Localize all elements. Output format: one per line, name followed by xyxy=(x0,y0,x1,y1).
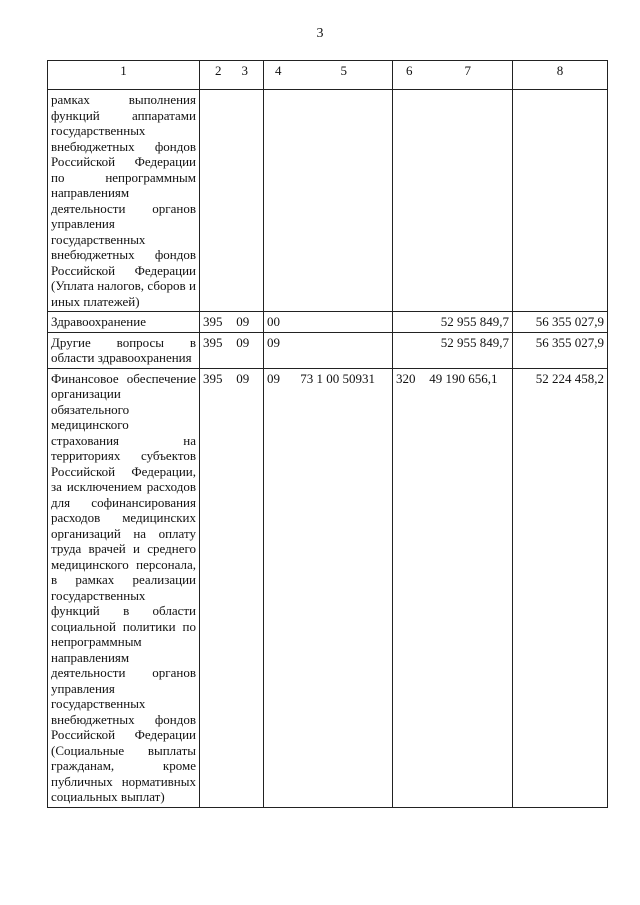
table-row xyxy=(48,332,608,368)
header-col-7: 7 xyxy=(464,63,471,78)
row-col-4-5 xyxy=(264,332,393,368)
row-col-5: 73 1 00 50931 xyxy=(300,370,375,386)
budget-table xyxy=(47,60,608,808)
row-col-6-7 xyxy=(393,332,513,368)
row-col-6-7 xyxy=(393,312,513,333)
header-col-3: 3 xyxy=(241,63,248,78)
row-col-6: 320 xyxy=(396,370,416,386)
row-col-7: 52 955 849,7 xyxy=(440,314,509,329)
header-col-4-5 xyxy=(264,61,393,90)
header-col-1: 1 xyxy=(48,61,200,90)
table-header-row xyxy=(48,61,608,90)
page-number: 3 xyxy=(316,26,324,41)
row-col-4-5 xyxy=(264,90,393,312)
header-col-5: 5 xyxy=(340,63,347,78)
row-col-4: 09 xyxy=(267,334,280,350)
row-col-3: 09 xyxy=(236,334,250,350)
row-col-2: 395 xyxy=(203,314,223,329)
row-name: Финансовое обеспечение организации обязательного медицинского страхования на территориях субъектов Российской Федерации, за исключением расходов для софинансирования расходов медицинских организаций на оплату труда врачей и среднего медицинского персонала, в рамках реализации государственных функций в области социальной политики по непрограммным направлениям деятельности органов управления государственных внебюджетных фондов Российской Федерации (Социальные выплаты гражданам, кроме публичных нормативных социальных выплат) xyxy=(48,368,200,807)
header-col-6-7 xyxy=(393,61,513,90)
row-name: Другие вопросы в области здравоохранения xyxy=(48,332,200,368)
row-col-2-3 xyxy=(200,332,264,368)
row-col-8: 56 355 027,9 xyxy=(513,312,608,333)
row-col-2-3 xyxy=(200,368,264,807)
row-col-6-7 xyxy=(393,368,513,807)
row-col-4: 09 xyxy=(267,370,280,386)
header-col-4: 4 xyxy=(275,63,282,78)
row-col-4-5 xyxy=(264,368,393,807)
row-col-7: 49 190 656,1 xyxy=(429,370,498,386)
row-col-2-3 xyxy=(200,312,264,333)
row-col-2: 395 xyxy=(203,334,223,350)
row-col-2: 395 xyxy=(203,370,223,386)
row-name: рамках выполнения функций аппаратами государственных внебюджетных фондов Российской Федерации по непрограммным направлениям деятельности органов управления государственных внебюджетных фондов Российской Федерации (Уплата налогов, сборов и иных платежей) xyxy=(48,90,200,312)
row-col-4-5 xyxy=(264,312,393,333)
row-col-7: 52 955 849,7 xyxy=(440,334,509,350)
table-row xyxy=(48,368,608,807)
header-col-8: 8 xyxy=(513,61,608,90)
row-col-3: 09 xyxy=(236,370,250,386)
row-col-4: 00 xyxy=(267,314,280,329)
header-col-2: 2 xyxy=(215,63,222,78)
row-col-2-3 xyxy=(200,90,264,312)
table-row xyxy=(48,312,608,333)
table-row xyxy=(48,90,608,312)
row-col-6-7 xyxy=(393,90,513,312)
row-col-3: 09 xyxy=(236,314,250,329)
row-col-8: 52 224 458,2 xyxy=(513,368,608,807)
header-col-6: 6 xyxy=(406,63,413,78)
row-name: Здравоохранение xyxy=(48,312,200,333)
header-col-2-3 xyxy=(200,61,264,90)
row-col-8 xyxy=(513,90,608,312)
row-col-8: 56 355 027,9 xyxy=(513,332,608,368)
